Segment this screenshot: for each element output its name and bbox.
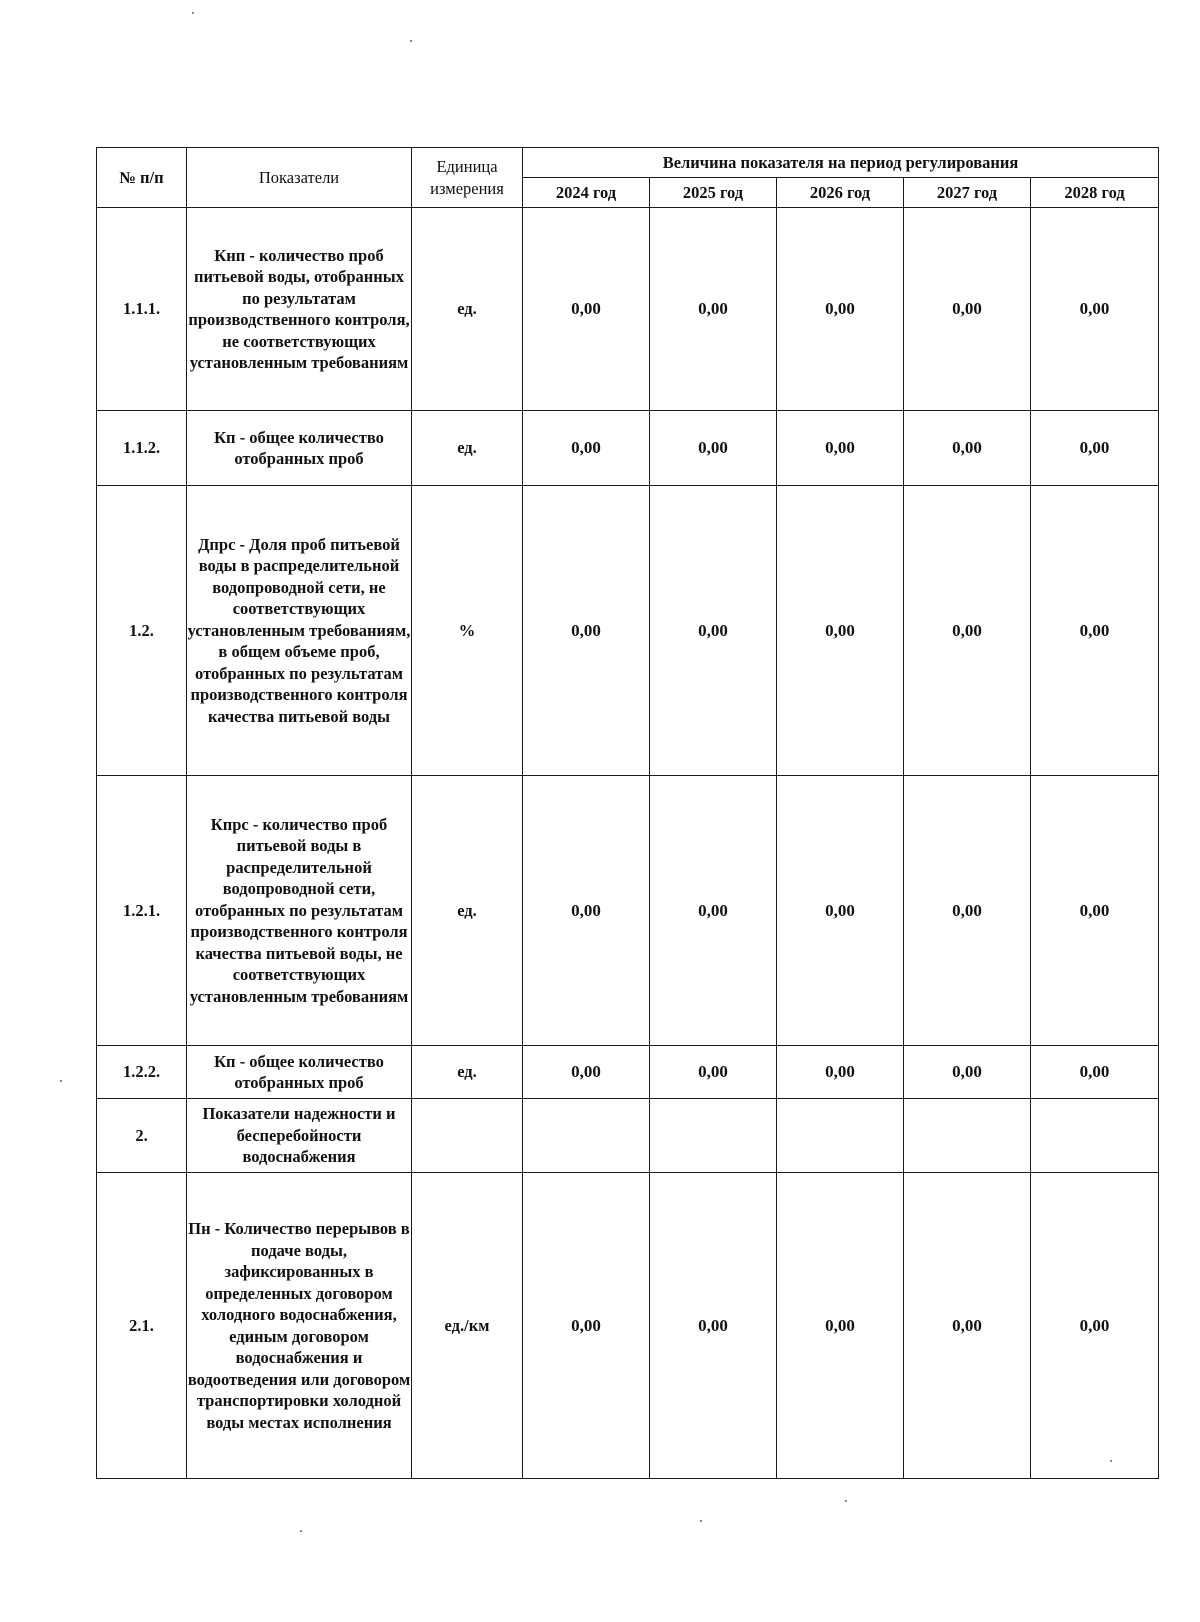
- row-value: 0,00: [523, 776, 650, 1046]
- row-unit: [412, 1099, 523, 1173]
- row-value: [650, 1099, 777, 1173]
- scan-speck: [192, 12, 194, 14]
- row-unit: ед.: [412, 776, 523, 1046]
- table-row: [97, 1046, 1159, 1099]
- row-value: 0,00: [904, 411, 1031, 486]
- row-value: 0,00: [904, 1046, 1031, 1099]
- row-value: 0,00: [1031, 1173, 1159, 1479]
- row-value: 0,00: [777, 411, 904, 486]
- row-value: 0,00: [904, 208, 1031, 411]
- row-indicator: Кп - общее количество отобранных проб: [187, 411, 412, 486]
- row-value: 0,00: [650, 1046, 777, 1099]
- header-indicator: Показатели: [187, 148, 412, 208]
- scan-speck: [60, 1080, 62, 1082]
- scan-speck: [300, 1530, 302, 1532]
- row-value: 0,00: [1031, 1046, 1159, 1099]
- row-value: 0,00: [777, 1173, 904, 1479]
- row-num: 1.2.1.: [97, 776, 187, 1046]
- row-value: [904, 1099, 1031, 1173]
- row-value: 0,00: [650, 486, 777, 776]
- row-value: [777, 1099, 904, 1173]
- row-value: 0,00: [1031, 776, 1159, 1046]
- row-value: 0,00: [523, 411, 650, 486]
- scan-speck: [845, 1500, 847, 1502]
- header-year: 2027 год: [904, 178, 1031, 208]
- row-indicator: Дпрс - Доля проб питьевой воды в распределительной водопроводной сети, не соответствующих установленным требованиям, в общем объеме проб, отобранных по результатам производственного контроля качества питьевой воды: [187, 486, 412, 776]
- row-num: 2.: [97, 1099, 187, 1173]
- row-value: [523, 1099, 650, 1173]
- row-indicator: Кп - общее количество отобранных проб: [187, 1046, 412, 1099]
- row-value: 0,00: [650, 411, 777, 486]
- row-value: 0,00: [523, 486, 650, 776]
- table-row: [97, 1173, 1159, 1479]
- row-indicator: Кпрс - количество проб питьевой воды в распределительной водопроводной сети, отобранных по результатам производственного контроля качества питьевой воды, не соответствующих установленным требованиям: [187, 776, 412, 1046]
- row-num: 1.1.1.: [97, 208, 187, 411]
- row-num: 1.1.2.: [97, 411, 187, 486]
- row-num: 2.1.: [97, 1173, 187, 1479]
- scan-speck: [410, 40, 412, 42]
- row-value: 0,00: [904, 776, 1031, 1046]
- row-unit: ед.: [412, 208, 523, 411]
- table-row: [97, 208, 1159, 411]
- header-year: 2026 год: [777, 178, 904, 208]
- scan-speck: [1110, 1460, 1112, 1462]
- row-value: 0,00: [777, 776, 904, 1046]
- row-unit: ед./км: [412, 1173, 523, 1479]
- header-year: 2024 год: [523, 178, 650, 208]
- row-value: 0,00: [650, 208, 777, 411]
- row-value: 0,00: [523, 1046, 650, 1099]
- table-row: [97, 776, 1159, 1046]
- row-unit: %: [412, 486, 523, 776]
- row-value: 0,00: [1031, 208, 1159, 411]
- header-unit: Единица измерения: [412, 148, 523, 208]
- row-num: 1.2.2.: [97, 1046, 187, 1099]
- row-value: 0,00: [650, 1173, 777, 1479]
- indicators-table: [96, 147, 1159, 1479]
- row-value: 0,00: [650, 776, 777, 1046]
- header-year: 2025 год: [650, 178, 777, 208]
- row-value: 0,00: [904, 1173, 1031, 1479]
- row-indicator: Показатели надежности и бесперебойности водоснабжения: [187, 1099, 412, 1173]
- row-value: 0,00: [904, 486, 1031, 776]
- row-indicator: Кнп - количество проб питьевой воды, отобранных по результатам производственного контроля, не соответствующих установленным требованиям: [187, 208, 412, 411]
- row-value: [1031, 1099, 1159, 1173]
- row-value: 0,00: [523, 1173, 650, 1479]
- row-value: 0,00: [777, 1046, 904, 1099]
- row-value: 0,00: [777, 486, 904, 776]
- row-value: 0,00: [1031, 486, 1159, 776]
- header-period: Величина показателя на период регулирования: [523, 148, 1159, 178]
- row-value: 0,00: [777, 208, 904, 411]
- header-num: № п/п: [97, 148, 187, 208]
- row-value: 0,00: [1031, 411, 1159, 486]
- row-unit: ед.: [412, 411, 523, 486]
- row-unit: ед.: [412, 1046, 523, 1099]
- row-value: 0,00: [523, 208, 650, 411]
- header-year: 2028 год: [1031, 178, 1159, 208]
- scan-speck: [700, 1520, 702, 1522]
- row-num: 1.2.: [97, 486, 187, 776]
- row-indicator: Пн - Количество перерывов в подаче воды, зафиксированных в определенных договором холодного водоснабжения, единым договором водоснабжения и водоотведения или договором транспортировки холодной воды местах исполнения: [187, 1173, 412, 1479]
- table-row: [97, 486, 1159, 776]
- table-row: [97, 1099, 1159, 1173]
- table-row: [97, 411, 1159, 486]
